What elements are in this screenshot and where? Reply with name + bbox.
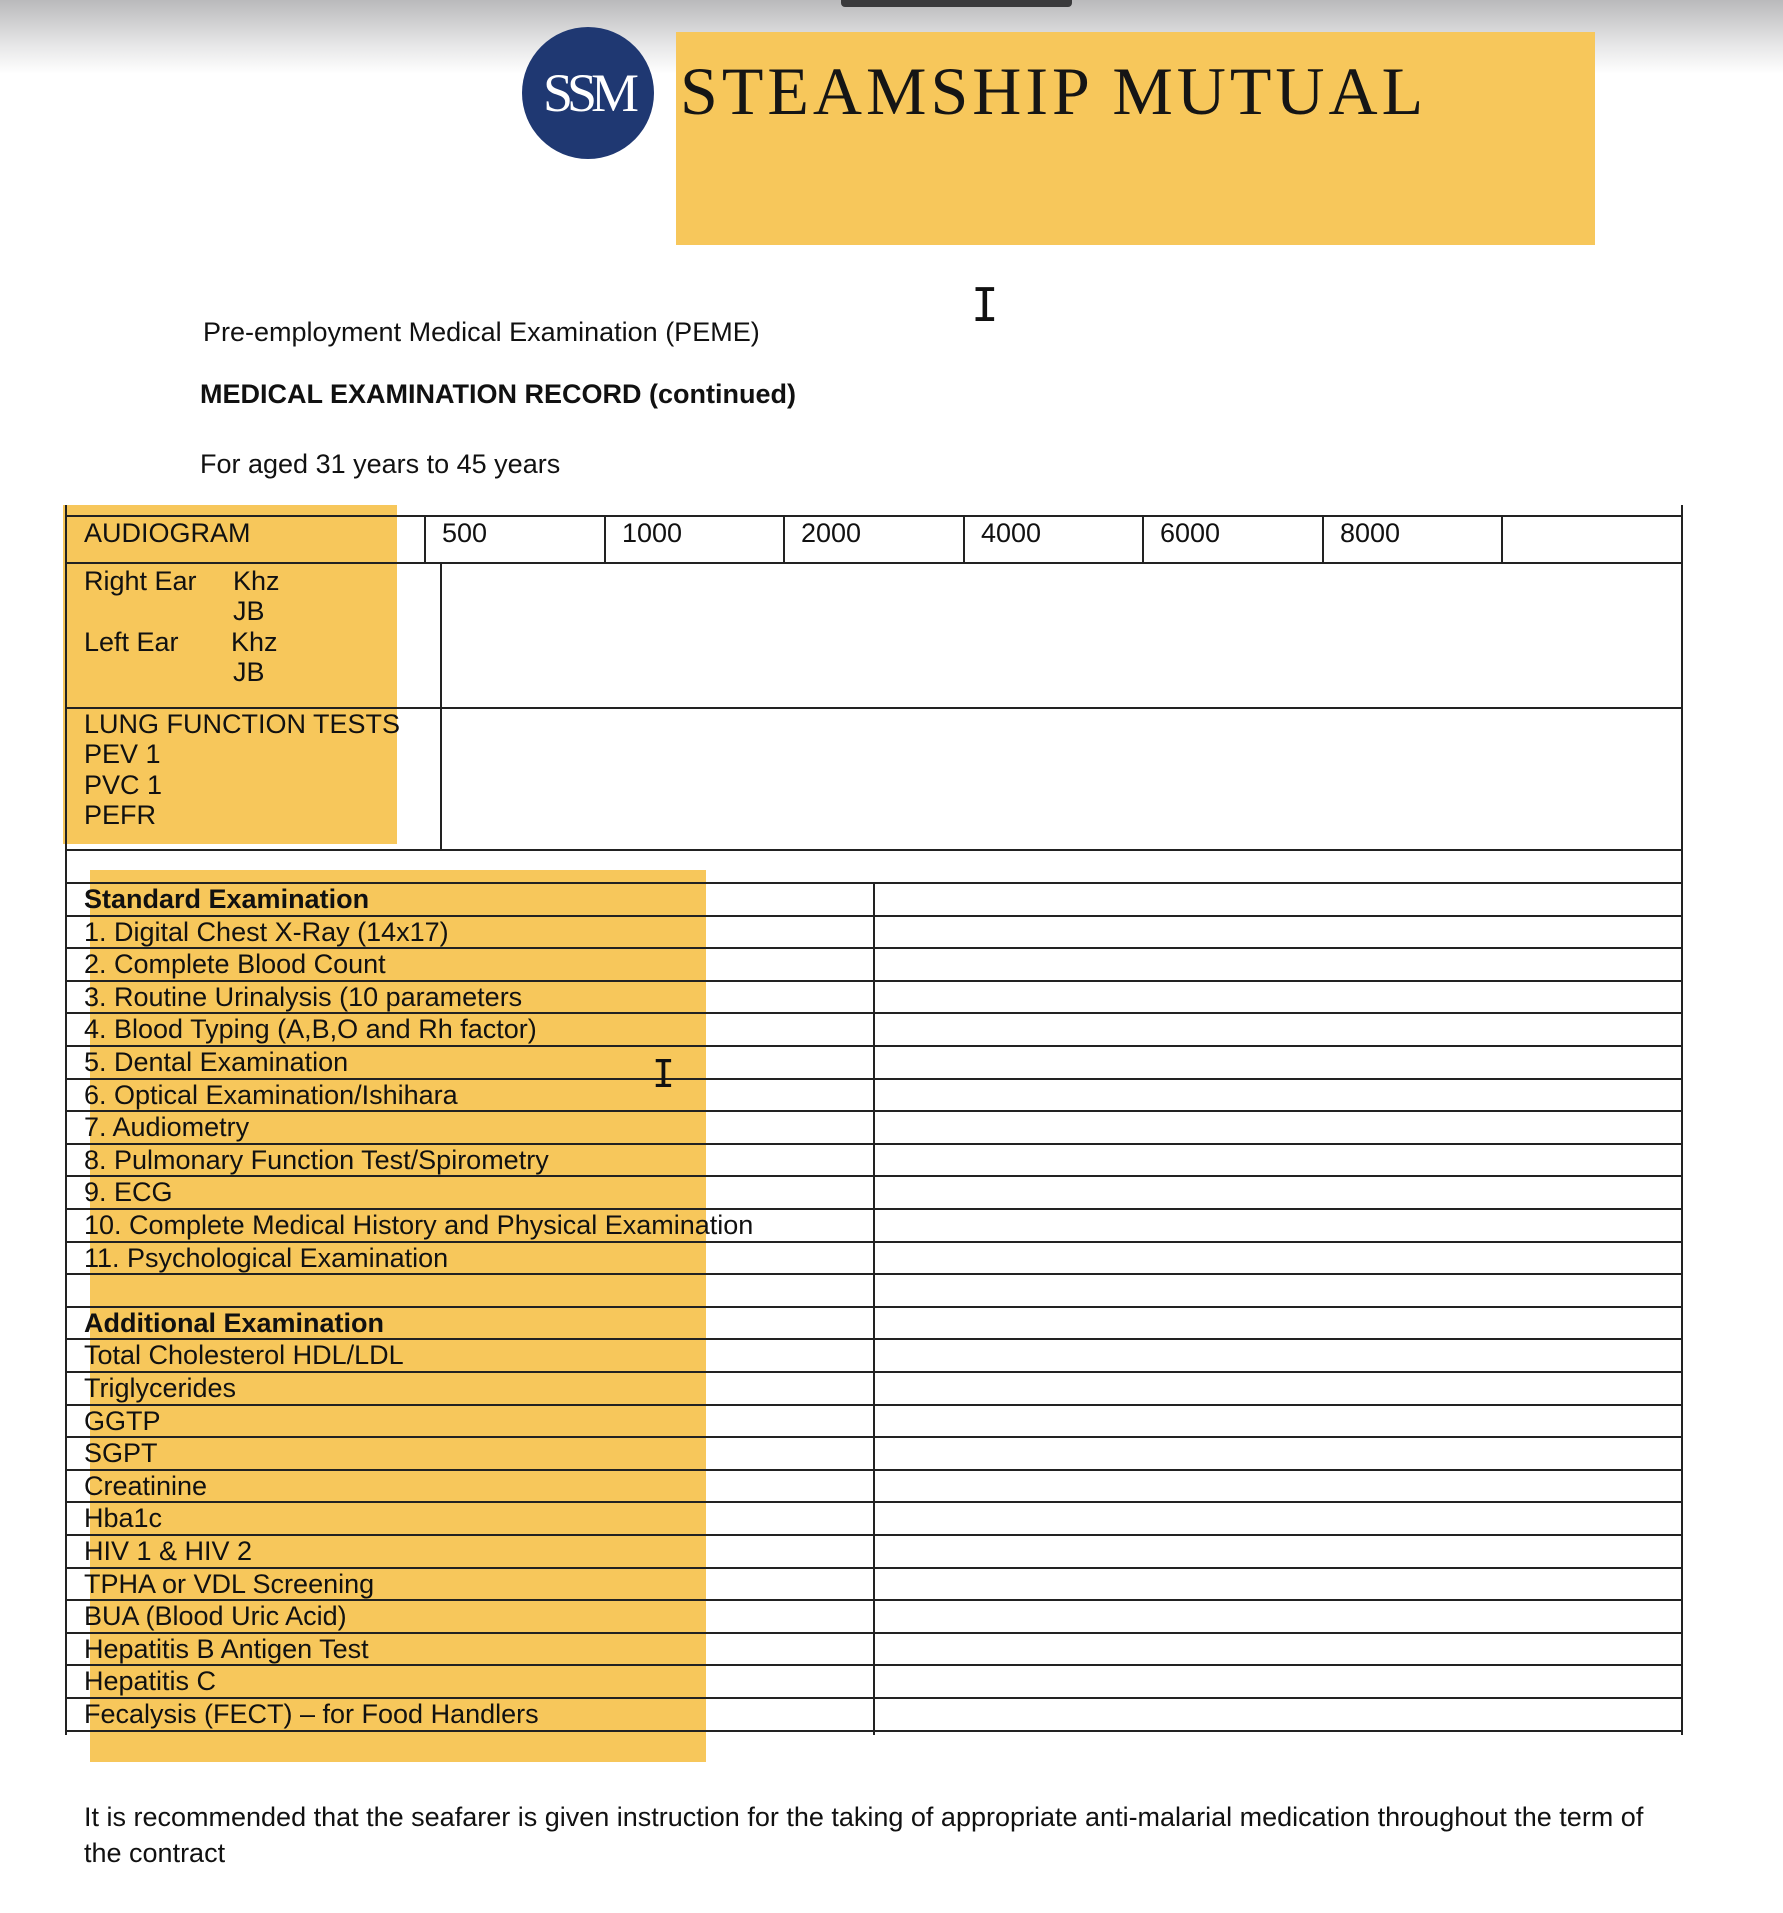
left-ear-label: Left Ear [84, 627, 179, 657]
right-ear-khz: Khz [233, 566, 280, 596]
standard-exam-item: 5. Dental Examination [84, 1047, 349, 1077]
standard-exam-item: 10. Complete Medical History and Physical Examination [84, 1210, 754, 1240]
additional-exam-item: Triglycerides [84, 1373, 237, 1403]
lung-pev1: PEV 1 [84, 739, 161, 769]
additional-exam-item: HIV 1 & HIV 2 [84, 1536, 253, 1566]
lung-function-title: LUNG FUNCTION TESTS [84, 709, 401, 739]
right-ear-jb: JB [233, 596, 265, 626]
additional-exam-item: TPHA or VDL Screening [84, 1568, 375, 1599]
table-row-divider [65, 1501, 1683, 1503]
additional-exam-item: Hepatitis C [84, 1666, 217, 1697]
standard-exam-item: 7. Audiometry [84, 1112, 250, 1143]
standard-exam-item: 4. Blood Typing (A,B,O and Rh factor) [84, 1014, 537, 1045]
freq-2000: 2000 [801, 518, 862, 548]
freq-1000: 1000 [622, 518, 683, 548]
additional-exam-item: Fecalysis (FECT) – for Food Handlers [84, 1699, 539, 1729]
left-ear-khz: Khz [231, 627, 278, 657]
document-subtitle: Pre-employment Medical Examination (PEME) [203, 317, 760, 347]
freq-500: 500 [442, 518, 488, 548]
right-ear-label: Right Ear [84, 566, 197, 596]
standard-exam-item: 1. Digital Chest X-Ray (14x17) [84, 916, 449, 947]
additional-exam-item: GGTP [84, 1405, 161, 1436]
freq-6000: 6000 [1160, 518, 1221, 548]
additional-exam-title: Additional Examination [84, 1307, 385, 1338]
standard-exam-item: 8. Pulmonary Function Test/Spirometry [84, 1144, 549, 1175]
lung-pvc1: PVC 1 [84, 770, 163, 800]
standard-exam-item: 2. Complete Blood Count [84, 949, 386, 980]
additional-exam-item: Creatinine [84, 1470, 208, 1501]
additional-exam-item: BUA (Blood Uric Acid) [84, 1601, 347, 1632]
standard-exam-item: 6. Optical Examination/Ishihara [84, 1079, 458, 1110]
table-row-divider [65, 1404, 1683, 1406]
table-row-divider [65, 1534, 1683, 1536]
standard-exam-item: 9. ECG [84, 1177, 173, 1208]
freq-4000: 4000 [981, 518, 1042, 548]
audiogram-label: AUDIOGRAM [84, 518, 251, 548]
table-row-divider [65, 1436, 1683, 1438]
standard-exam-title: Standard Examination [84, 884, 370, 914]
additional-exam-item: Total Cholesterol HDL/LDL [84, 1340, 404, 1371]
window-notch [841, 0, 1072, 7]
text-cursor-icon: I [652, 1052, 675, 1096]
ssm-logo: SSM [522, 27, 654, 159]
text-cursor-icon: I [971, 278, 999, 332]
table-row-divider [65, 1469, 1683, 1471]
lung-pefr: PEFR [84, 800, 157, 830]
additional-exam-item: SGPT [84, 1438, 158, 1469]
age-range: For aged 31 years to 45 years [200, 449, 561, 479]
malaria-recommendation: It is recommended that the seafarer is given instruction for the taking of appropriate anti-malarial medication throughout the term of the contract [84, 1802, 1644, 1868]
left-ear-jb: JB [233, 657, 265, 687]
additional-exam-item: Hepatitis B Antigen Test [84, 1633, 369, 1664]
standard-exam-item: 3. Routine Urinalysis (10 parameters [84, 981, 523, 1012]
standard-exam-item: 11. Psychological Examination [84, 1242, 449, 1273]
brand-name: STEAMSHIP MUTUAL [680, 53, 1428, 129]
freq-8000: 8000 [1340, 518, 1401, 548]
additional-exam-item: Hba1c [84, 1503, 163, 1534]
page-title: MEDICAL EXAMINATION RECORD (continued) [200, 379, 796, 409]
